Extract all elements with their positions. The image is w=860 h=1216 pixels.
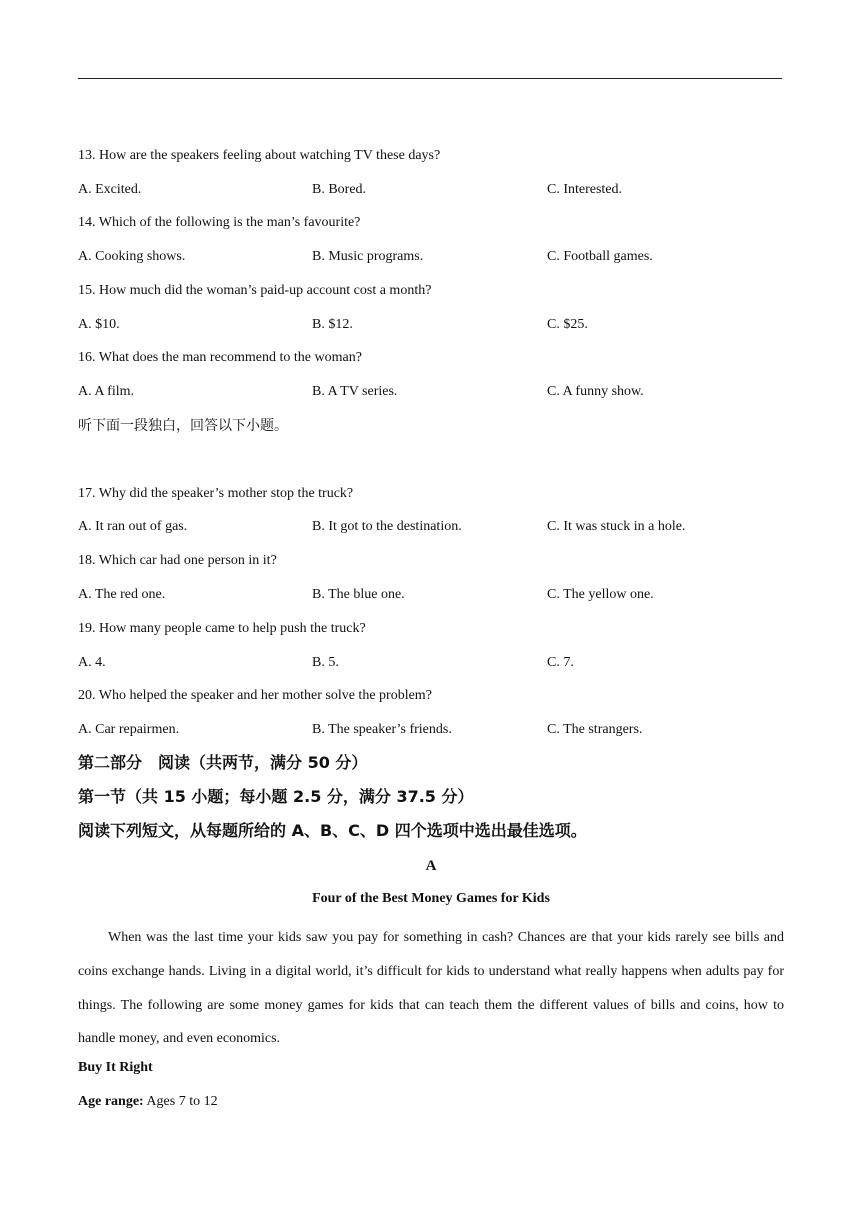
passage-intro: When was the last time your kids saw you pay for something in cash? Chances are that your kids rarely see bills and coins exchange hands. Living in a digital world, it’s difficult for kids to understand what really happens when adults pay for things. The following are some money games for kids that can teach them the different values of bills and coins, how to handle money, and even economics. [78,930,784,1047]
option-b: B. It got to the destination. [312,519,462,534]
option-a: A. It ran out of gas. [78,519,188,534]
monologue-instruction: 听下面一段独白，回答以下小题。 [78,418,288,434]
option-a: A. The red one. [78,587,166,602]
option-b: B. The blue one. [312,587,405,602]
passage-title: Four of the Best Money Games for Kids [312,891,550,906]
option-b: B. Music programs. [312,249,424,264]
option-c: C. Interested. [547,182,623,197]
question-17: 17. Why did the speaker’s mother stop the truck? [78,486,354,501]
option-a: A. A film. [78,384,135,399]
question-15: 15. How much did the woman’s paid-up account cost a month? [78,283,432,298]
header-rule [78,78,782,79]
reading-instruction: 阅读下列短文，从每题所给的 A、B、C、D 四个选项中选出最佳选项。 [78,821,587,840]
option-b: B. Bored. [312,182,367,197]
option-a: A. Car repairmen. [78,722,180,737]
age-range-label: Age range: [78,1094,144,1109]
option-a: A. 4. [78,655,106,670]
option-b: B. A TV series. [312,384,398,399]
option-b: B. The speaker’s friends. [312,722,452,737]
game1-age-range [78,1092,218,1112]
option-c: C. Football games. [547,249,653,264]
option-a: A. Excited. [78,182,142,197]
question-20: 20. Who helped the speaker and her mother solve the problem? [78,688,432,703]
question-13: 13. How are the speakers feeling about watching TV these days? [78,148,441,163]
option-c: C. The yellow one. [547,587,654,602]
age-range-value: Ages 7 to 12 [143,1094,218,1109]
option-b: B. $12. [312,317,353,332]
option-a: A. $10. [78,317,120,332]
option-c: C. 7. [547,655,574,670]
question-18: 18. Which car had one person in it? [78,553,277,568]
section1-heading: 第一节（共 15 小题；每小题 2.5 分，满分 37.5 分） [78,787,474,806]
option-a: A. Cooking shows. [78,249,186,264]
passage-letter: A [425,858,437,874]
option-c: C. A funny show. [547,384,644,399]
option-c: C. It was stuck in a hole. [547,519,686,534]
question-16: 16. What does the man recommend to the woman? [78,350,362,365]
question-19: 19. How many people came to help push the truck? [78,621,366,636]
option-b: B. 5. [312,655,339,670]
option-c: C. The strangers. [547,722,643,737]
game1-title: Buy It Right [78,1060,153,1075]
option-c: C. $25. [547,317,588,332]
question-14: 14. Which of the following is the man’s favourite? [78,215,361,230]
part2-heading: 第二部分 阅读（共两节，满分 50 分） [78,753,368,772]
